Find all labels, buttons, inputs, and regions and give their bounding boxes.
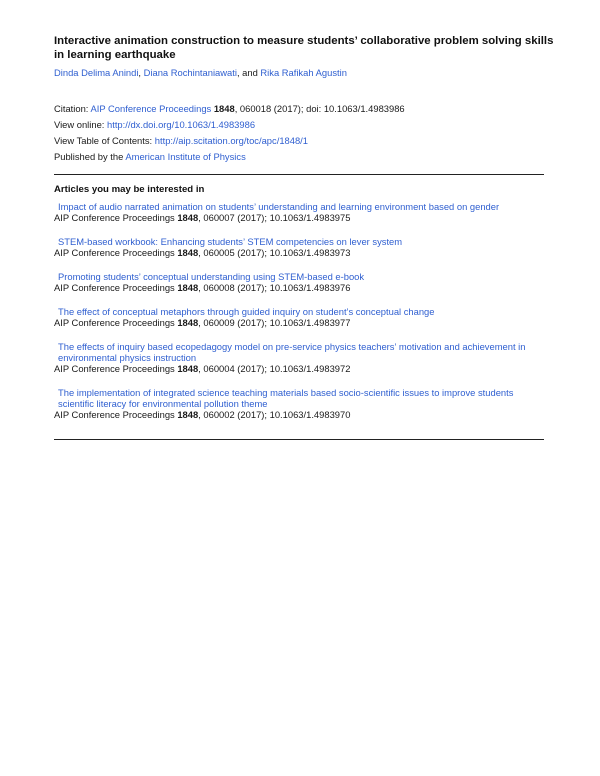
- author-link[interactable]: Dinda Delima Anindi: [54, 67, 139, 78]
- paper-title: Interactive animation construction to measure students’ collaborative problem solving skills in learning earthquake: [54, 35, 554, 61]
- publisher-row: [54, 149, 405, 165]
- divider-top: [54, 174, 544, 175]
- article-volume: 1848: [177, 363, 199, 374]
- toc-row: [54, 133, 405, 149]
- related-article: [54, 271, 544, 293]
- article-details: , 060005 (2017); 10.1063/1.4983973: [198, 247, 351, 258]
- article-volume: 1848: [177, 247, 199, 258]
- article-journal: AIP Conference Proceedings: [54, 363, 178, 374]
- publisher-link[interactable]: American Institute of Physics: [125, 151, 246, 162]
- related-article: [54, 306, 544, 328]
- related-article-title-link[interactable]: Impact of audio narrated animation on students’ understanding and learning environment based on gender: [58, 201, 500, 212]
- related-article: [54, 201, 544, 223]
- author-separator: ,: [138, 67, 144, 78]
- related-article-title-link[interactable]: Promoting students’ conceptual understanding using STEM-based e-book: [58, 271, 365, 282]
- citation-row: [54, 101, 405, 117]
- article-journal: AIP Conference Proceedings: [54, 212, 178, 223]
- related-article-citation: [54, 212, 544, 223]
- divider-bottom: [54, 439, 544, 440]
- article-volume: 1848: [177, 212, 199, 223]
- author-list: [54, 67, 347, 79]
- related-article-citation: [54, 409, 544, 420]
- related-article: [54, 236, 544, 258]
- related-articles-list: [54, 201, 544, 433]
- article-journal: AIP Conference Proceedings: [54, 282, 178, 293]
- related-article: [54, 387, 544, 420]
- related-article-citation: [54, 282, 544, 293]
- toc-label: View Table of Contents:: [54, 135, 155, 146]
- article-journal: AIP Conference Proceedings: [54, 247, 178, 258]
- citation-label: Citation:: [54, 103, 91, 114]
- article-volume: 1848: [177, 317, 199, 328]
- related-article: [54, 341, 544, 374]
- published-label: Published by the: [54, 151, 126, 162]
- related-article-title-link[interactable]: STEM-based workbook: Enhancing students’ STEM competencies on lever system: [58, 236, 403, 247]
- article-details: , 060009 (2017); 10.1063/1.4983977: [198, 317, 351, 328]
- author-separator: , and: [236, 67, 261, 78]
- journal-link[interactable]: AIP Conference Proceedings: [90, 103, 212, 114]
- related-article-citation: [54, 363, 544, 374]
- view-online-row: [54, 117, 405, 133]
- article-volume: 1848: [177, 409, 199, 420]
- citation-volume: 1848: [213, 103, 235, 114]
- author-link[interactable]: Rika Rafikah Agustin: [260, 67, 347, 78]
- article-details: , 060007 (2017); 10.1063/1.4983975: [198, 212, 351, 223]
- article-volume: 1848: [177, 282, 199, 293]
- toc-link[interactable]: http://aip.scitation.org/toc/apc/1848/1: [154, 135, 308, 146]
- article-details: , 060002 (2017); 10.1063/1.4983970: [198, 409, 351, 420]
- related-article-citation: [54, 247, 544, 258]
- doi-link[interactable]: http://dx.doi.org/10.1063/1.4983986: [107, 119, 256, 130]
- view-online-label: View online:: [54, 119, 107, 130]
- related-article-title-link[interactable]: The effects of inquiry based ecopedagogy model on pre-service physics teachers’ motivation and achievement in environmental physics instruction: [58, 341, 526, 363]
- related-article-title-link[interactable]: The implementation of integrated science teaching materials based socio-scientific issues to improve students scientific literacy for environmental pollution theme: [58, 387, 514, 409]
- article-journal: AIP Conference Proceedings: [54, 317, 178, 328]
- related-article-title-link[interactable]: The effect of conceptual metaphors through guided inquiry on student’s conceptual change: [58, 306, 435, 317]
- author-link[interactable]: Diana Rochintaniawati: [143, 67, 237, 78]
- citation-details: , 060018 (2017); doi: 10.1063/1.4983986: [234, 103, 405, 114]
- article-details: , 060004 (2017); 10.1063/1.4983972: [198, 363, 351, 374]
- article-details: , 060008 (2017); 10.1063/1.4983976: [198, 282, 351, 293]
- related-articles-heading: Articles you may be interested in: [54, 184, 205, 195]
- article-journal: AIP Conference Proceedings: [54, 409, 178, 420]
- citation-block: [54, 101, 405, 165]
- related-article-citation: [54, 317, 544, 328]
